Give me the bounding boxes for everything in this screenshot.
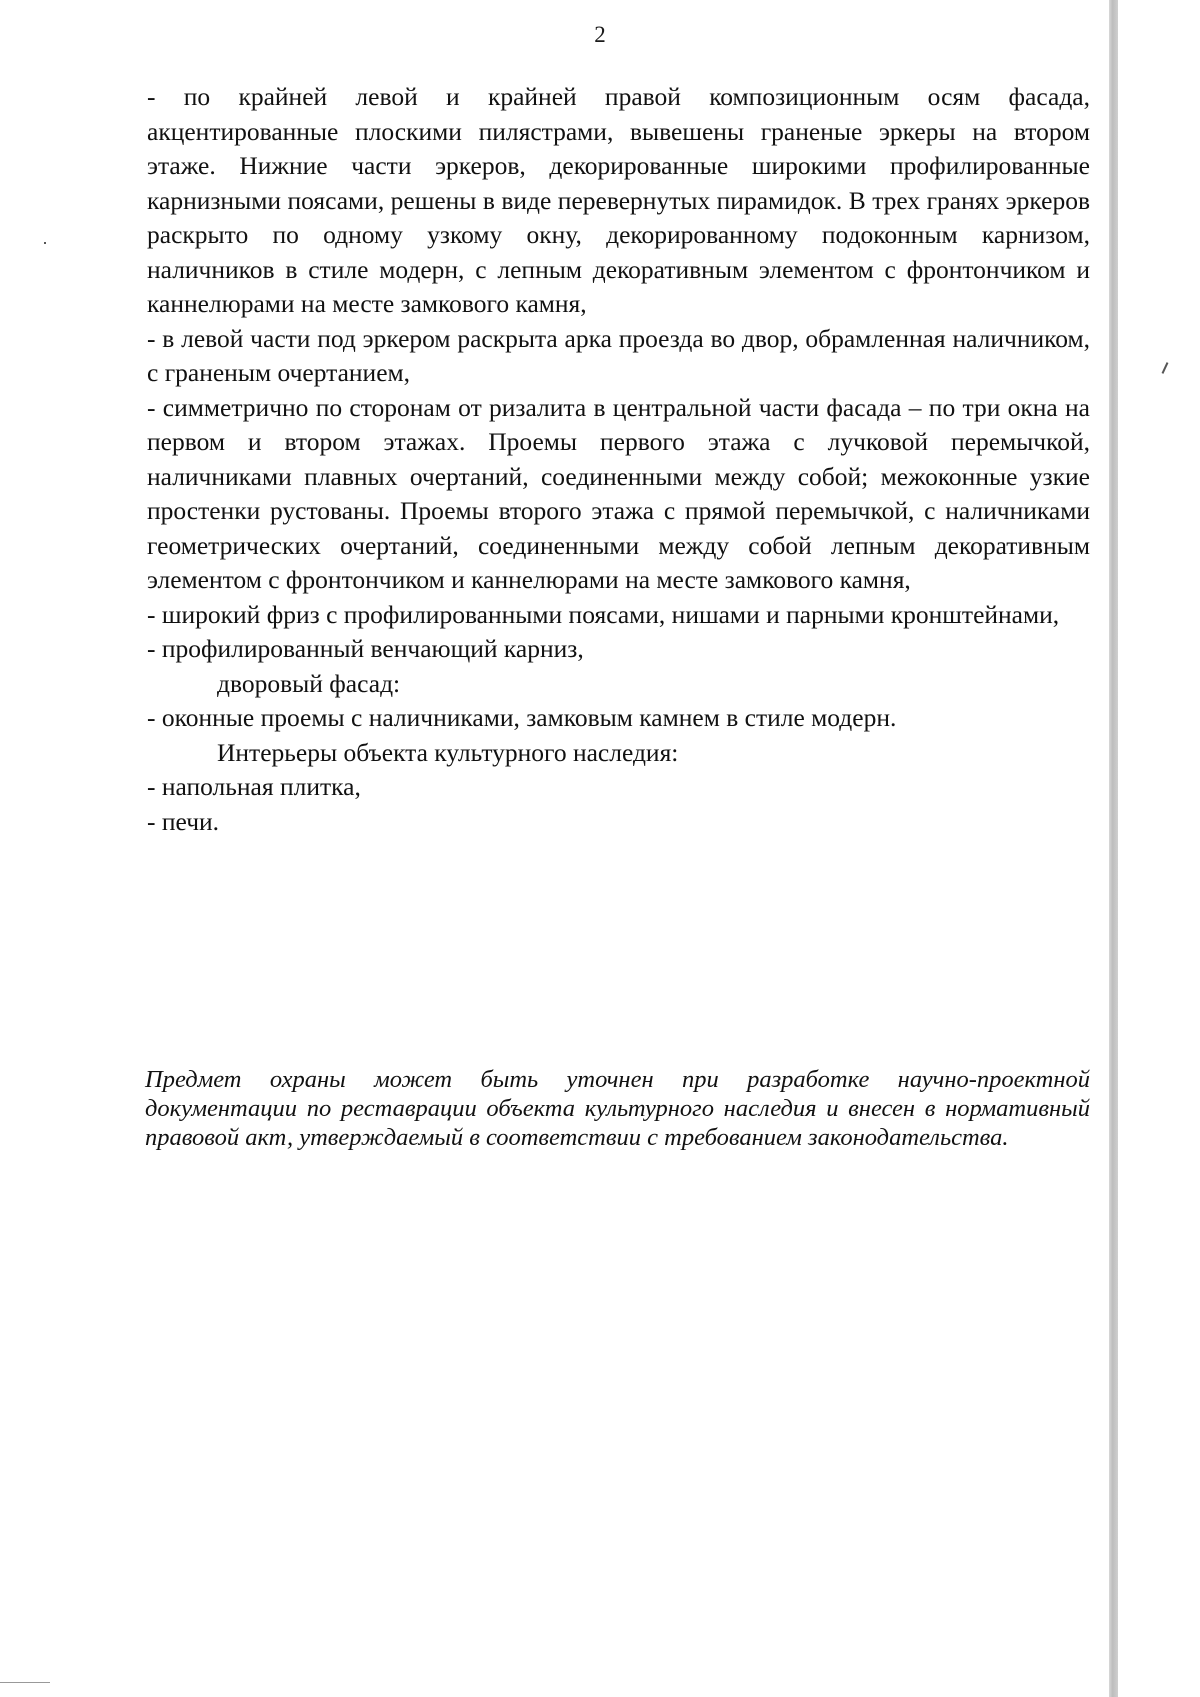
paragraph-arch: - в левой части под эркером раскрыта арка проезда во двор, обрамленная наличником, с граненым очертанием,: [147, 323, 1090, 387]
scan-edge-shadow: [1109, 0, 1118, 1697]
paragraph-windows: - симметрично по сторонам от ризалита в центральной части фасада – по три окна на первом и втором этажах. Проемы первого этажа с лучковой перемычкой, наличниками плавных очертаний, соединенными между собой; межоконные узкие простенки рустованы. Проемы второго этажа с прямой перемычкой, с наличниками геометрических очертаний, соединенными между собой лепным декоративным элементом с фронтончиком и каннелюрами на месте замкового камня,: [147, 392, 1090, 594]
paragraph-facade-bays: - по крайней левой и крайней правой композиционным осям фасада, акцентированные плоскими пилястрами, вывешены граненые эркеры на втором этаже. Нижние части эркеров, декорированные широкими профилированные карнизными поясами, решены в виде перевернутых пирамидок. В трех гранях эркеров раскрыто по одному узкому окну, декорированному подоконным карнизом, наличников в стиле модерн, с лепным декоративным элементом с фронтончиком и каннелюрами на месте замкового камня,: [147, 82, 1090, 318]
page-number: 2: [594, 22, 606, 47]
paragraph-stoves: - печи.: [147, 806, 220, 836]
paragraph-cornice: - профилированный венчающий карниз,: [147, 634, 584, 663]
paragraph-floor-tiles: - напольная плитка,: [147, 772, 361, 801]
protection-note: [145, 1065, 1090, 1152]
heading-courtyard-facade: дворовый фасад:: [217, 668, 401, 698]
heading-interiors: Интерьеры объекта культурного наследия:: [217, 737, 679, 767]
scan-speck: [1162, 362, 1169, 374]
document-body: [147, 80, 1090, 839]
paragraph-frieze: - широкий фриз с профилированными поясами, нишами и парными кронштейнами,: [147, 599, 1060, 629]
scan-speck: [0, 1682, 50, 1683]
scan-speck: [44, 242, 46, 244]
protection-note-text: Предмет охраны может быть уточнен при разработке научно-проектной документации по реставрации объекта культурного наследия и внесен в нормативный правовой акт, утверждаемый в соответствии с требованием законодательства.: [145, 1066, 1090, 1151]
paragraph-courtyard-windows: - оконные проемы с наличниками, замковым камнем в стиле модерн.: [147, 703, 897, 732]
